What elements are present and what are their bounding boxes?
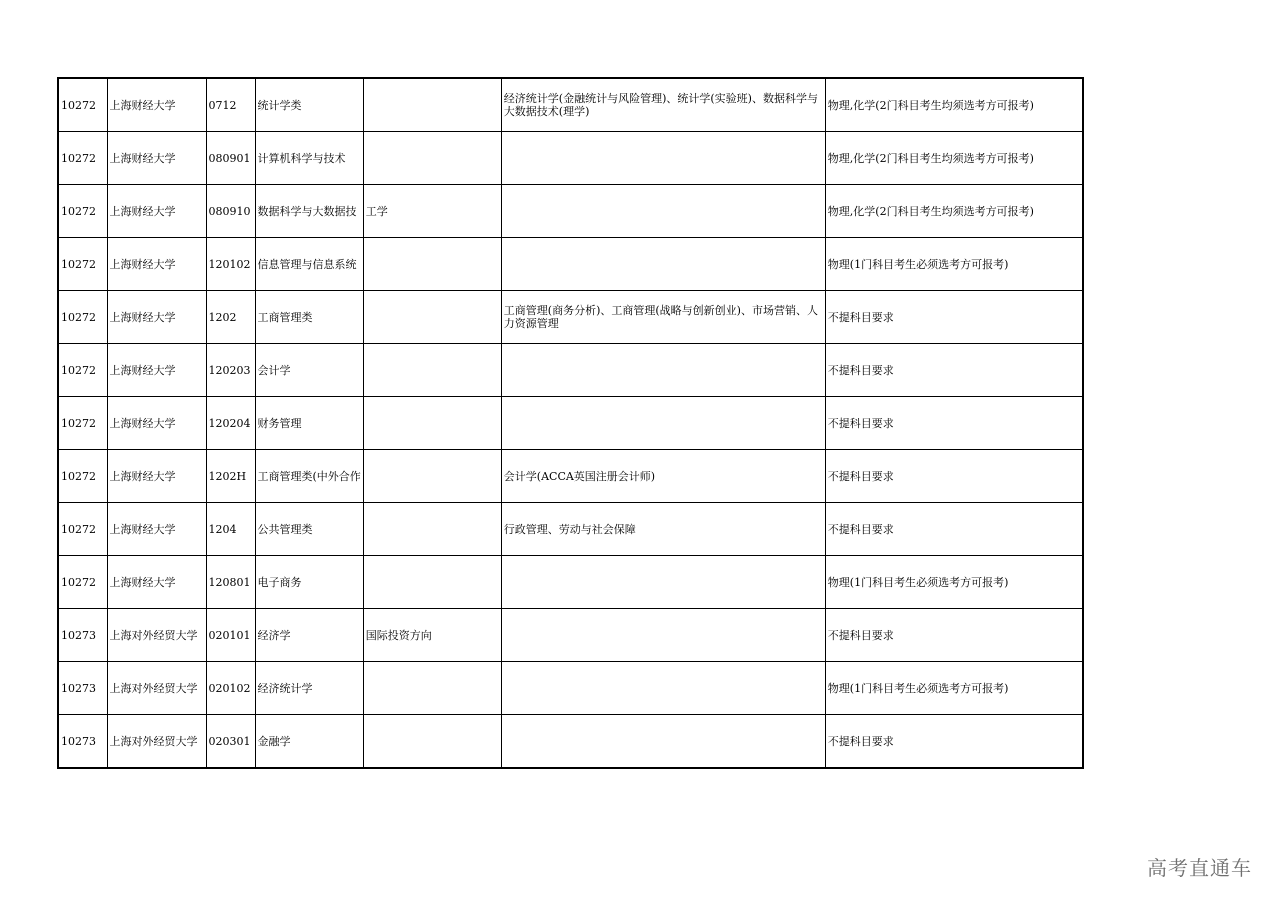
direction-cell: 国际投资方向 (363, 609, 501, 662)
subject-requirement-cell: 物理(1门科目考生必须选考方可报考) (825, 556, 1083, 609)
included-majors-cell (501, 662, 825, 715)
table-row (58, 291, 1083, 344)
major-name-cell: 会计学 (255, 344, 363, 397)
school-code-cell: 10273 (58, 662, 107, 715)
school-name-cell: 上海财经大学 (107, 397, 206, 450)
major-name-cell: 公共管理类 (255, 503, 363, 556)
watermark-logo: 高考直通车 (1147, 856, 1252, 880)
school-name-cell: 上海财经大学 (107, 450, 206, 503)
major-name-cell: 信息管理与信息系统 (255, 238, 363, 291)
major-name-cell: 数据科学与大数据技 (255, 185, 363, 238)
school-code-cell: 10272 (58, 450, 107, 503)
subject-requirement-cell: 物理,化学(2门科目考生均须选考方可报考) (825, 78, 1083, 132)
major-code-cell: 080910 (206, 185, 255, 238)
major-code-cell: 120204 (206, 397, 255, 450)
subject-requirement-cell: 不提科目要求 (825, 503, 1083, 556)
school-code-cell: 10272 (58, 344, 107, 397)
table-row (58, 132, 1083, 185)
major-code-cell: 120801 (206, 556, 255, 609)
school-code-cell: 10272 (58, 291, 107, 344)
included-majors-cell: 工商管理(商务分析)、工商管理(战略与创新创业)、市场营销、人力资源管理 (501, 291, 825, 344)
major-name-cell: 金融学 (255, 715, 363, 769)
major-name-cell: 计算机科学与技术 (255, 132, 363, 185)
school-code-cell: 10272 (58, 238, 107, 291)
direction-cell (363, 344, 501, 397)
requirements-table (57, 77, 1084, 769)
school-name-cell: 上海对外经贸大学 (107, 662, 206, 715)
table-row (58, 78, 1083, 132)
subject-requirement-cell: 物理(1门科目考生必须选考方可报考) (825, 662, 1083, 715)
included-majors-cell (501, 132, 825, 185)
subject-requirement-cell: 不提科目要求 (825, 715, 1083, 769)
included-majors-cell: 行政管理、劳动与社会保障 (501, 503, 825, 556)
table-row (58, 185, 1083, 238)
subject-requirement-cell: 物理(1门科目考生必须选考方可报考) (825, 238, 1083, 291)
direction-cell (363, 78, 501, 132)
school-name-cell: 上海财经大学 (107, 185, 206, 238)
table-row (58, 556, 1083, 609)
school-name-cell: 上海财经大学 (107, 503, 206, 556)
direction-cell (363, 397, 501, 450)
school-code-cell: 10272 (58, 78, 107, 132)
major-name-cell: 工商管理类(中外合作 (255, 450, 363, 503)
major-name-cell: 工商管理类 (255, 291, 363, 344)
major-code-cell: 080901 (206, 132, 255, 185)
school-name-cell: 上海财经大学 (107, 132, 206, 185)
major-name-cell: 电子商务 (255, 556, 363, 609)
table-row (58, 450, 1083, 503)
major-code-cell: 020101 (206, 609, 255, 662)
table-row (58, 662, 1083, 715)
school-code-cell: 10272 (58, 132, 107, 185)
direction-cell (363, 450, 501, 503)
school-name-cell: 上海对外经贸大学 (107, 609, 206, 662)
table-row (58, 503, 1083, 556)
included-majors-cell (501, 609, 825, 662)
school-name-cell: 上海财经大学 (107, 238, 206, 291)
table-row (58, 344, 1083, 397)
included-majors-cell (501, 238, 825, 291)
major-code-cell: 020301 (206, 715, 255, 769)
school-name-cell: 上海对外经贸大学 (107, 715, 206, 769)
table-row (58, 715, 1083, 769)
school-name-cell: 上海财经大学 (107, 78, 206, 132)
subject-requirement-cell: 物理,化学(2门科目考生均须选考方可报考) (825, 132, 1083, 185)
school-code-cell: 10273 (58, 715, 107, 769)
included-majors-cell (501, 344, 825, 397)
included-majors-cell: 经济统计学(金融统计与风险管理)、统计学(实验班)、数据科学与大数据技术(理学) (501, 78, 825, 132)
included-majors-cell (501, 715, 825, 769)
subject-requirement-cell: 不提科目要求 (825, 450, 1083, 503)
school-name-cell: 上海财经大学 (107, 291, 206, 344)
school-name-cell: 上海财经大学 (107, 556, 206, 609)
subject-requirement-cell: 不提科目要求 (825, 609, 1083, 662)
direction-cell (363, 291, 501, 344)
major-code-cell: 1202H (206, 450, 255, 503)
included-majors-cell (501, 397, 825, 450)
school-name-cell: 上海财经大学 (107, 344, 206, 397)
subject-requirement-cell: 不提科目要求 (825, 344, 1083, 397)
subject-requirement-cell: 物理,化学(2门科目考生均须选考方可报考) (825, 185, 1083, 238)
school-code-cell: 10272 (58, 397, 107, 450)
school-code-cell: 10273 (58, 609, 107, 662)
major-name-cell: 经济统计学 (255, 662, 363, 715)
included-majors-cell (501, 556, 825, 609)
major-code-cell: 1202 (206, 291, 255, 344)
table-body (58, 78, 1083, 768)
direction-cell (363, 132, 501, 185)
direction-cell (363, 556, 501, 609)
major-name-cell: 统计学类 (255, 78, 363, 132)
table-row (58, 397, 1083, 450)
major-name-cell: 财务管理 (255, 397, 363, 450)
direction-cell: 工学 (363, 185, 501, 238)
major-code-cell: 1204 (206, 503, 255, 556)
direction-cell (363, 662, 501, 715)
major-code-cell: 120102 (206, 238, 255, 291)
table-row (58, 238, 1083, 291)
major-code-cell: 0712 (206, 78, 255, 132)
school-code-cell: 10272 (58, 185, 107, 238)
direction-cell (363, 238, 501, 291)
subject-requirement-cell: 不提科目要求 (825, 397, 1083, 450)
subject-requirement-cell: 不提科目要求 (825, 291, 1083, 344)
major-code-cell: 120203 (206, 344, 255, 397)
major-name-cell: 经济学 (255, 609, 363, 662)
school-code-cell: 10272 (58, 556, 107, 609)
table-row (58, 609, 1083, 662)
major-code-cell: 020102 (206, 662, 255, 715)
school-code-cell: 10272 (58, 503, 107, 556)
direction-cell (363, 503, 501, 556)
included-majors-cell: 会计学(ACCA英国注册会计师) (501, 450, 825, 503)
included-majors-cell (501, 185, 825, 238)
direction-cell (363, 715, 501, 769)
